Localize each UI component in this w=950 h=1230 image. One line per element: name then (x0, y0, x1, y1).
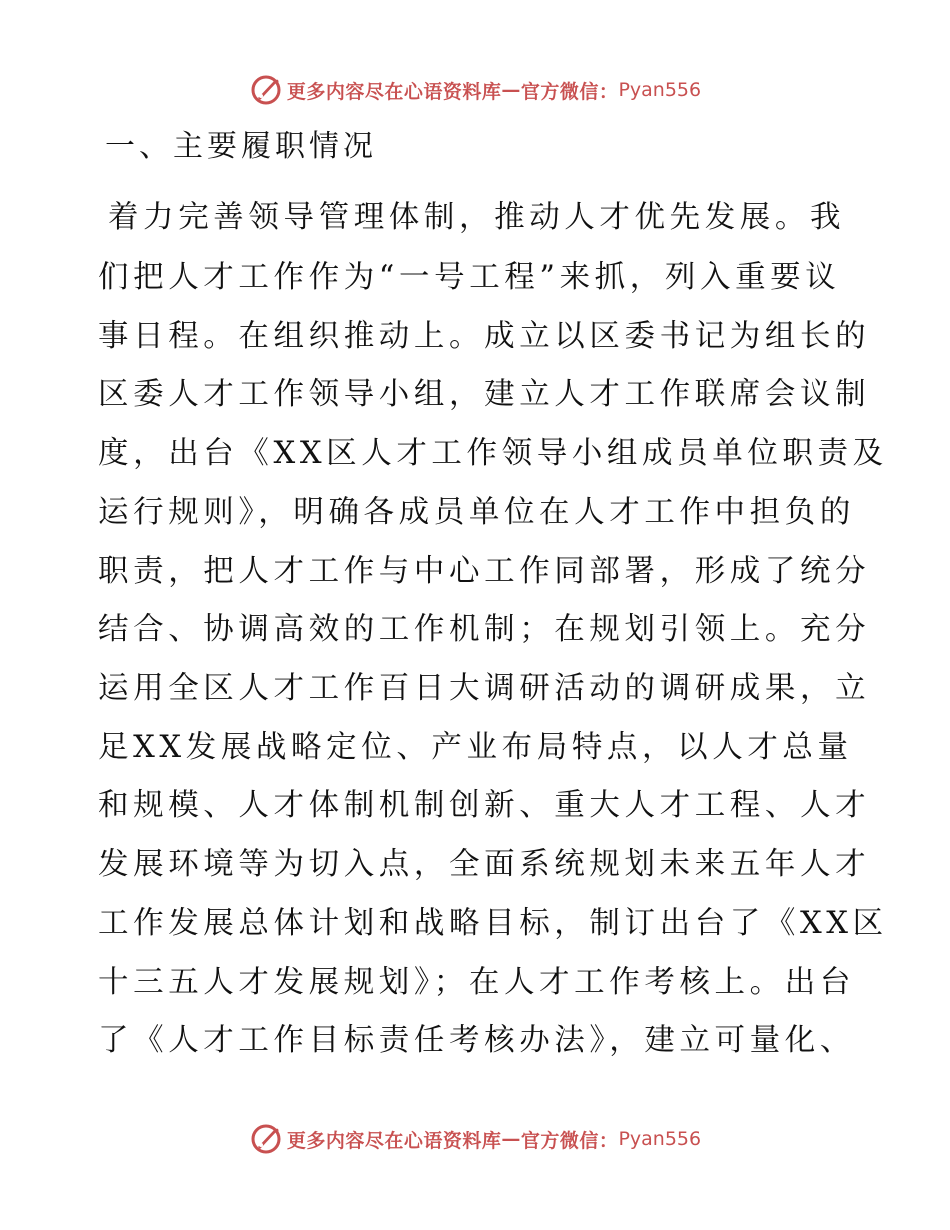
quill-pen-logo-icon (249, 1122, 283, 1156)
watermark-separator: — (501, 79, 521, 101)
body-line-6: 运行规则》，明确各成员单位在人才工作中担负的 (98, 495, 855, 530)
watermark-wechat-id: Pyan556 (618, 79, 702, 101)
body-line-10: 足XX发展战略定位、产业布局特点，以人才总量 (98, 730, 853, 765)
watermark-wechat-id: Pyan556 (618, 1128, 702, 1150)
body-line-14: 十三五人才发展规划》；在人才工作考核上。出台 (98, 965, 855, 1000)
body-line-1: 着力完善领导管理体制，推动人才优先发展。我 (108, 200, 846, 235)
section-heading: 一、主要履职情况 (105, 129, 377, 164)
body-line-4: 区委人才工作领导小组，建立人才工作联席会议制 (98, 377, 871, 412)
body-line-15: 了《人才工作目标责任考核办法》，建立可量化、 (98, 1023, 855, 1058)
watermark-separator: — (501, 1128, 521, 1150)
watermark-wechat-label: 官方微信： (520, 80, 619, 103)
body-line-5: 度，出台《XX区人才工作领导小组成员单位职责及 (98, 436, 888, 471)
body-line-12: 发展环境等为切入点，全面系统规划未来五年人才 (98, 847, 871, 882)
watermark-site-text: 更多内容尽在心语资料库 (286, 80, 502, 103)
body-line-7: 职责，把人才工作与中心工作同部署，形成了统分 (98, 554, 871, 589)
body-line-8: 结合、协调高效的工作机制；在规划引领上。充分 (98, 612, 871, 647)
body-line-3: 事日程。在组织推动上。成立以区委书记为组长的 (98, 319, 871, 354)
watermark-wechat-label: 官方微信： (520, 1129, 619, 1152)
body-line-11: 和规模、人才体制机制创新、重大人才工程、人才 (98, 788, 871, 823)
footer-watermark (0, 1119, 950, 1159)
body-line-2: 们把人才工作作为“一号工程”来抓，列入重要议 (98, 260, 841, 295)
header-watermark (0, 70, 950, 110)
body-line-13: 工作发展总体计划和战略目标，制订出台了《XX区 (98, 906, 888, 941)
body-line-9: 运用全区人才工作百日大调研活动的调研成果，立 (98, 671, 871, 706)
watermark-site-text: 更多内容尽在心语资料库 (286, 1129, 502, 1152)
quill-pen-logo-icon (249, 73, 283, 107)
